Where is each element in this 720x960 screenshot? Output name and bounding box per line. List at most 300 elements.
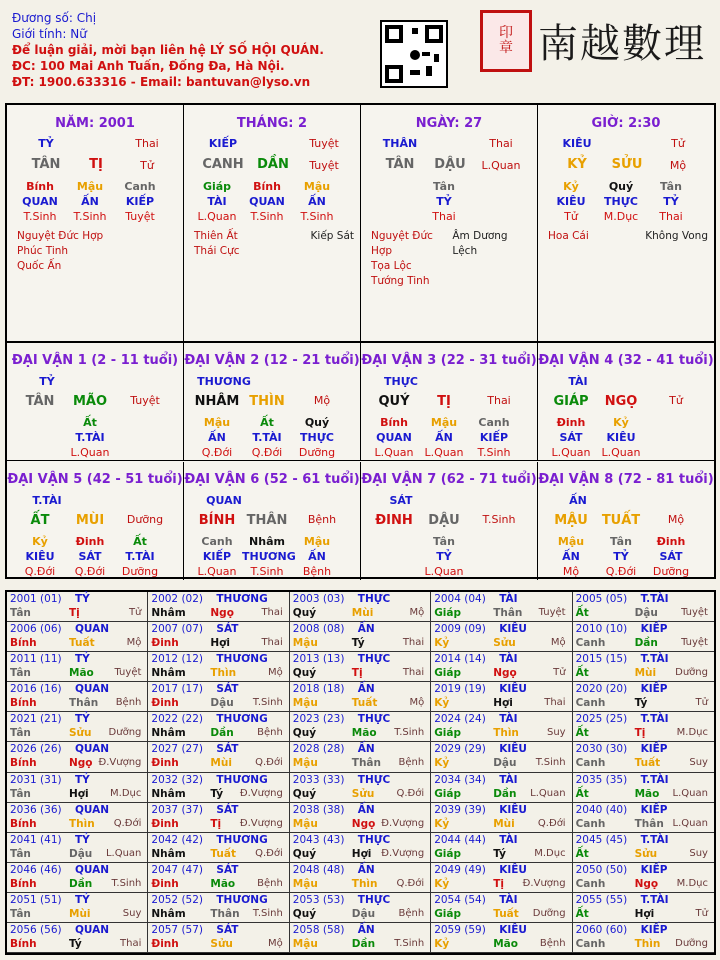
dai-van-tang-thap-than: [369, 549, 419, 564]
year-can: Ất: [575, 607, 589, 619]
year-label: 2046 (46): [10, 863, 62, 876]
annual-cell: [148, 652, 289, 682]
than-sat-right: Không Vong: [645, 230, 708, 242]
year-truong-sinh: M.Dục: [676, 727, 708, 739]
address-line: ĐC: 100 Mai Anh Tuấn, Đống Đa, Hà Nội.: [12, 59, 285, 73]
dai-van-title: ĐẠI VẬN 1 (2 - 11 tuổi): [11, 353, 179, 368]
year-thap-than: TỶ: [75, 893, 90, 906]
year-truong-sinh: T.Sinh: [111, 877, 142, 889]
than-sat-left: Tọa Lộc: [371, 260, 412, 272]
year-truong-sinh: Bệnh: [115, 697, 142, 709]
dai-van-tang-thap-than: KIÊU: [606, 431, 636, 444]
year-thap-than: KIÊU: [499, 683, 527, 696]
dai-van-chi: MÙI: [75, 513, 105, 528]
year-can: Quý: [292, 907, 317, 920]
year-label: 2025 (25): [575, 713, 628, 726]
nap-sinh-label: Tuyệt: [309, 159, 339, 172]
year-can: Kỷ: [434, 877, 450, 890]
truong-sinh-label: Thai: [135, 137, 159, 150]
dai-van-tang-thap-than: KIÊU: [25, 550, 55, 563]
tang-thap-than: TỶ: [436, 195, 452, 208]
tang-truong-sinh: T.Sinh: [73, 210, 107, 223]
dai-van-tang-truong-sinh: [646, 445, 696, 460]
year-label: 2041 (41): [10, 833, 62, 846]
year-chi: Thân: [69, 697, 99, 710]
year-truong-sinh: Thai: [544, 697, 566, 709]
year-can: Nhâm: [151, 607, 186, 619]
year-chi: Hợi: [210, 637, 230, 650]
dai-van-tang-thap-than: ẤN: [562, 550, 580, 563]
dai-van-truong-sinh: Bệnh: [307, 513, 337, 526]
dai-van-chi: TỊ: [437, 394, 451, 409]
year-thap-than: T.TÀI: [640, 773, 669, 786]
dai-van-tang-thap-than: THƯƠNG: [242, 550, 296, 563]
annual-cell: [290, 803, 431, 833]
year-label: 2010 (10): [575, 623, 628, 636]
year-thap-than: TÀI: [499, 593, 518, 605]
dai-van-tang-thap-than: [646, 430, 696, 445]
annual-cell: [148, 773, 289, 803]
year-label: 2036 (36): [10, 803, 62, 816]
dai-van-tang-thap-than: [115, 430, 165, 445]
annual-cell: [431, 773, 572, 803]
year-can: Ất: [575, 727, 589, 740]
year-label: 2047 (47): [151, 863, 204, 876]
year-thap-than: TÀI: [499, 653, 518, 666]
dai-van-title: ĐẠI VẬN 8 (72 - 81 tuổi): [538, 472, 714, 487]
tang-can: Kỷ: [563, 180, 579, 193]
dai-van-tang-truong-sinh: T.Sinh: [477, 446, 511, 459]
annual-cell: [148, 923, 289, 953]
year-label: 2004 (04): [434, 593, 486, 605]
tang-thap-than: [369, 194, 419, 209]
dai-van-tang-thap-than: T.TÀI: [125, 550, 155, 563]
year-chi: Tị: [69, 607, 80, 619]
year-thap-than: ẤN: [357, 623, 375, 636]
year-can: Kỷ: [434, 697, 450, 710]
dia-chi: TỊ: [89, 157, 103, 172]
year-label: 2011 (11): [10, 653, 62, 666]
year-label: 2035 (35): [575, 773, 628, 786]
year-truong-sinh: T.Sinh: [252, 907, 283, 919]
than-sat-row: [371, 274, 531, 289]
annual-cell: [431, 592, 572, 622]
annual-cell: [290, 652, 431, 682]
dai-van-tang-truong-sinh: [15, 445, 65, 460]
year-chi: Tuất: [69, 637, 95, 650]
year-thap-than: TÀI: [499, 833, 518, 846]
dai-van-can: BÍNH: [198, 513, 236, 528]
year-thap-than: KIÊU: [499, 923, 527, 936]
year-chi: Ngọ: [493, 667, 517, 680]
dai-van-tang-truong-sinh: T.Sinh: [250, 565, 284, 578]
year-truong-sinh: T.Sinh: [394, 727, 425, 739]
tang-thap-than: KIẾP: [125, 195, 155, 208]
dai-van-tang-truong-sinh: L.Quan: [551, 446, 591, 459]
annual-cell: [7, 773, 148, 803]
dai-van-truong-sinh: Mộ: [313, 394, 331, 407]
than-sat-left: Phúc Tinh: [17, 245, 69, 257]
pillar-column: [538, 105, 714, 341]
year-thap-than: KIẾP: [640, 683, 668, 696]
dai-van-tang-thap-than: TỶ: [436, 550, 452, 563]
year-label: 2020 (20): [575, 683, 628, 696]
year-truong-sinh: Bệnh: [257, 727, 283, 739]
thien-can: KỶ: [567, 157, 587, 172]
nap-sinh-label: Mộ: [669, 159, 687, 172]
year-can: Tân: [10, 847, 31, 860]
year-label: 2057 (57): [151, 923, 204, 936]
than-sat-right: Kiếp Sát: [310, 230, 354, 242]
tang-truong-sinh: T.Sinh: [23, 210, 57, 223]
year-label: 2015 (15): [575, 653, 628, 666]
than-sat-left: Nguyệt Đức Hợp: [371, 230, 433, 257]
year-thap-than: TỶ: [75, 653, 90, 666]
year-chi: Mão: [634, 787, 660, 800]
year-can: Nhâm: [151, 907, 186, 920]
dai-van-can: MẬU: [554, 513, 588, 528]
year-thap-than: ẤN: [357, 803, 375, 816]
than-sat-row: [194, 244, 354, 259]
tang-truong-sinh: Thai: [432, 210, 456, 223]
year-truong-sinh: Tử: [695, 907, 708, 919]
tang-truong-sinh: T.Sinh: [300, 210, 334, 223]
annual-cell: [431, 652, 572, 682]
dia-chi: DẬU: [434, 157, 466, 172]
year-can: Tân: [10, 667, 31, 680]
year-thap-than: ẤN: [357, 863, 375, 876]
annual-cell: [148, 682, 289, 712]
dai-van-tang-can: Đinh: [556, 416, 586, 429]
year-chi: Ngọ: [210, 607, 234, 619]
year-chi: Tuất: [351, 697, 378, 710]
tang-can: Canh: [124, 180, 156, 193]
annual-cell: [290, 893, 431, 923]
annual-cell: [573, 622, 714, 652]
dai-van-title: ĐẠI VẬN 5 (42 - 51 tuổi): [7, 472, 183, 487]
year-can: Đinh: [151, 757, 179, 770]
dai-van-can: ĐINH: [375, 513, 413, 528]
dai-van-cell: [538, 343, 714, 461]
year-truong-sinh: Bệnh: [257, 877, 283, 889]
dai-van-tang-can: [369, 534, 419, 549]
year-can: Canh: [575, 637, 606, 650]
year-chi: Mùi: [351, 607, 374, 619]
annual-cell: [148, 592, 289, 622]
annual-cell: [431, 742, 572, 772]
annual-cell: [7, 833, 148, 863]
pillar-title: THÁNG: 2: [236, 116, 308, 131]
dai-van-can: TÂN: [25, 394, 55, 409]
year-label: 2039 (39): [434, 803, 486, 816]
tang-truong-sinh: L.Quan: [197, 210, 237, 223]
dai-van-tang-can: Kỷ: [613, 416, 629, 429]
year-thap-than: THỰC: [357, 713, 391, 726]
year-label: 2059 (59): [434, 923, 486, 936]
pillar-column: [361, 105, 538, 341]
dai-van-cell: [538, 462, 714, 580]
annual-cell: [290, 682, 431, 712]
dai-van-tang-thap-than: KIẾP: [202, 550, 232, 563]
annual-cell: [7, 742, 148, 772]
dai-van-tang-truong-sinh: Q.Đới: [201, 446, 233, 459]
year-chi: Tý: [210, 787, 224, 800]
truong-sinh-label: Thai: [489, 137, 513, 150]
annual-cell: [573, 833, 714, 863]
year-thap-than: TÀI: [499, 773, 518, 786]
year-truong-sinh: Đ.Vượng: [522, 877, 566, 889]
year-can: Quý: [292, 667, 317, 680]
year-truong-sinh: Q.Đới: [255, 847, 283, 859]
year-can: Mậu: [292, 817, 318, 830]
annual-cell: [7, 893, 148, 923]
annual-cell: [573, 893, 714, 923]
tang-can-grid: [369, 179, 531, 224]
year-chi: Mùi: [493, 817, 515, 830]
dai-van-title: ĐẠI VẬN 3 (22 - 31 tuổi): [361, 353, 537, 368]
dai-van-truong-sinh: Mộ: [667, 513, 685, 526]
year-thap-than: THỰC: [357, 833, 391, 846]
pillar-title: NGÀY: 27: [415, 116, 483, 131]
dai-van-tang-thap-than: TỶ: [613, 550, 629, 563]
thap-than-label: THÂN: [382, 137, 418, 150]
dai-van-tang-grid: [369, 415, 531, 460]
year-can: Kỷ: [434, 637, 450, 650]
year-can: Ất: [575, 847, 589, 860]
dai-van-tang-truong-sinh: [115, 445, 165, 460]
year-truong-sinh: Suy: [689, 847, 708, 859]
dai-van-tang-thap-than: SÁT: [78, 550, 102, 563]
year-label: 2009 (09): [434, 623, 486, 636]
dai-van-tang-can: Đinh: [75, 535, 105, 548]
dai-van-chi: NGỌ: [604, 394, 638, 409]
year-thap-than: SÁT: [216, 923, 239, 936]
year-chi: Tý: [493, 847, 506, 860]
year-label: 2054 (54): [434, 893, 486, 906]
year-thap-than: TỶ: [75, 833, 90, 846]
annual-cell: [7, 923, 148, 953]
year-can: Nhâm: [151, 847, 186, 860]
year-chi: Tuất: [634, 757, 661, 770]
year-truong-sinh: M.Dục: [110, 787, 142, 799]
dai-van-tang-truong-sinh: Q.Đới: [251, 446, 283, 459]
than-sat-left: Hoa Cái: [548, 230, 589, 242]
dai-van-tang-can: Mậu: [557, 535, 585, 548]
dai-van-tang-grid: [546, 534, 708, 579]
dai-van-can-chi: [369, 513, 531, 528]
truong-sinh-label: Tử: [671, 137, 685, 150]
year-truong-sinh: Tử: [128, 607, 142, 618]
annual-cell: [148, 622, 289, 652]
tang-truong-sinh: T.Sinh: [250, 210, 284, 223]
dai-van-can: ẤT: [30, 513, 50, 528]
year-thap-than: KIẾP: [640, 803, 668, 816]
annual-cell: [573, 712, 714, 742]
year-chi: Tuất: [493, 907, 519, 920]
year-can: Kỷ: [434, 937, 450, 950]
year-chi: Thân: [351, 757, 381, 770]
annual-cell: [431, 682, 572, 712]
year-truong-sinh: Q.Đới: [537, 817, 566, 829]
dai-van-tang-can: Mậu: [203, 416, 231, 429]
year-label: 2048 (48): [292, 863, 345, 876]
year-label: 2056 (56): [10, 923, 62, 936]
annual-cell: [7, 682, 148, 712]
annual-cell: [290, 773, 431, 803]
annual-cell: [148, 712, 289, 742]
annual-cell: [7, 803, 148, 833]
year-truong-sinh: Q.Đới: [396, 787, 425, 799]
year-label: 2042 (42): [151, 833, 204, 846]
pillar-title: GIỜ: 2:30: [591, 116, 661, 131]
year-chi: Dần: [210, 727, 234, 740]
year-label: 2052 (52): [151, 893, 204, 906]
year-label: 2045 (45): [575, 833, 628, 846]
year-chi: Hợi: [493, 697, 513, 710]
year-chi: Thân: [210, 907, 240, 920]
year-thap-than: QUAN: [75, 623, 110, 636]
year-truong-sinh: Dưỡng: [532, 907, 566, 919]
year-label: 2001 (01): [10, 593, 62, 605]
year-label: 2012 (12): [151, 653, 204, 666]
annual-cell: [148, 803, 289, 833]
tang-thap-than: TỶ: [663, 195, 679, 208]
dai-van-tang-can: [115, 415, 165, 430]
dai-van-thap-than: T.TÀI: [32, 494, 62, 507]
dai-van-tang-can: Tân: [610, 535, 632, 548]
dai-van-tang-thap-than: T.TÀI: [75, 431, 105, 444]
year-can: Canh: [575, 697, 606, 710]
dai-van-tang-thap-than: T.TÀI: [252, 431, 282, 444]
year-chi: Dậu: [69, 847, 93, 860]
annual-cell: [7, 712, 148, 742]
dai-van-tang-can: Đinh: [656, 535, 686, 548]
qr-code-icon[interactable]: [380, 20, 448, 88]
year-truong-sinh: Đ.Vượng: [98, 757, 142, 769]
year-chi: Hợi: [351, 847, 372, 860]
dai-van-tang-can: Mậu: [430, 416, 458, 429]
year-truong-sinh: Bệnh: [539, 937, 566, 949]
than-sat-left: Tướng Tinh: [371, 275, 430, 287]
year-truong-sinh: Tử: [553, 667, 566, 679]
year-can: Quý: [292, 787, 317, 800]
tang-can: [369, 179, 419, 194]
dai-van-tang-thap-than: [15, 430, 65, 445]
dai-van-truong-sinh: T.Sinh: [482, 513, 516, 526]
year-can: Giáp: [434, 907, 462, 920]
dai-van-tang-truong-sinh: Q.Đới: [24, 565, 56, 578]
year-label: 2006 (06): [10, 623, 62, 636]
year-chi: Sửu: [493, 637, 516, 650]
year-chi: Ngọ: [351, 817, 376, 830]
dai-van-cell: [361, 462, 538, 580]
year-truong-sinh: L.Quan: [530, 787, 566, 799]
dai-van-thap-than: TÀI: [568, 375, 588, 388]
dai-van-tang-grid: [369, 534, 531, 579]
than-sat-right: Âm Dương Lệch: [452, 230, 508, 257]
tang-truong-sinh: Tử: [564, 210, 578, 223]
tang-can: Quý: [608, 180, 634, 193]
than-sat-list: [194, 229, 354, 259]
dai-van-can-chi: [369, 394, 531, 409]
year-chi: Mão: [493, 937, 518, 950]
year-thap-than: THƯƠNG: [216, 593, 268, 605]
year-chi: Mùi: [634, 667, 657, 680]
dai-van-cell: [7, 462, 184, 580]
tang-thap-than: KIÊU: [556, 195, 586, 208]
year-thap-than: TỶ: [75, 593, 90, 605]
thap-than-label: KIẾP: [208, 137, 238, 150]
dai-van-cell: [361, 343, 538, 461]
dai-van-chi: THÂN: [246, 513, 288, 528]
tang-can: Tân: [433, 180, 455, 193]
year-thap-than: KIÊU: [499, 803, 527, 816]
year-chi: Dần: [493, 787, 517, 800]
year-thap-than: TÀI: [499, 893, 518, 906]
dia-chi: SỬU: [611, 157, 643, 172]
year-chi: Mão: [210, 877, 236, 890]
annual-cell: [7, 592, 148, 622]
tang-thap-than: QUAN: [249, 195, 285, 208]
year-truong-sinh: M.Dục: [676, 877, 708, 889]
year-chi: Ngọ: [634, 877, 659, 890]
year-thap-than: THƯƠNG: [216, 893, 268, 906]
year-label: 2007 (07): [151, 623, 204, 636]
year-label: 2050 (50): [575, 863, 628, 876]
year-thap-than: QUAN: [75, 803, 110, 816]
dai-van-tang-can: Ất: [83, 416, 97, 429]
dai-van-title: ĐẠI VẬN 7 (62 - 71 tuổi): [361, 472, 537, 487]
year-label: 2029 (29): [434, 743, 486, 756]
year-label: 2002 (02): [151, 593, 204, 605]
brand-logo: 南越數理: [538, 21, 706, 67]
thien-can: TÂN: [385, 157, 415, 172]
dai-van-tang-thap-than: ẤN: [435, 431, 453, 444]
annual-cell: [290, 592, 431, 622]
year-truong-sinh: T.Sinh: [394, 937, 425, 949]
year-thap-than: QUAN: [75, 923, 110, 936]
year-can: Nhâm: [151, 727, 186, 740]
year-truong-sinh: Đ.Vượng: [239, 817, 283, 829]
annual-cell: [573, 592, 714, 622]
year-chi: Dần: [351, 937, 376, 950]
annual-cell: [290, 712, 431, 742]
year-truong-sinh: Thai: [120, 937, 142, 949]
annual-cell: [431, 803, 572, 833]
year-can: Quý: [292, 607, 317, 619]
dai-van-tang-can: Quý: [304, 416, 330, 429]
year-chi: Thìn: [69, 817, 95, 830]
annual-cell: [148, 833, 289, 863]
than-sat-left: Thái Cực: [194, 245, 240, 257]
year-truong-sinh: Mộ: [550, 637, 566, 649]
year-can: Mậu: [292, 757, 318, 770]
year-chi: Thìn: [493, 727, 519, 740]
dai-van-tang-truong-sinh: L.Quan: [424, 565, 464, 578]
year-thap-than: THỰC: [357, 773, 391, 786]
year-thap-than: KIẾP: [640, 863, 668, 876]
year-label: 2027 (27): [151, 743, 204, 756]
year-label: 2028 (28): [292, 743, 345, 756]
year-label: 2013 (13): [292, 653, 345, 666]
dai-van-tang-truong-sinh: Bệnh: [302, 565, 332, 578]
year-can: Giáp: [434, 787, 462, 800]
than-sat-row: [371, 259, 531, 274]
year-can: Bính: [10, 817, 37, 830]
year-label: 2026 (26): [10, 743, 62, 756]
year-thap-than: T.TÀI: [640, 713, 669, 726]
year-can: Đinh: [151, 637, 179, 650]
